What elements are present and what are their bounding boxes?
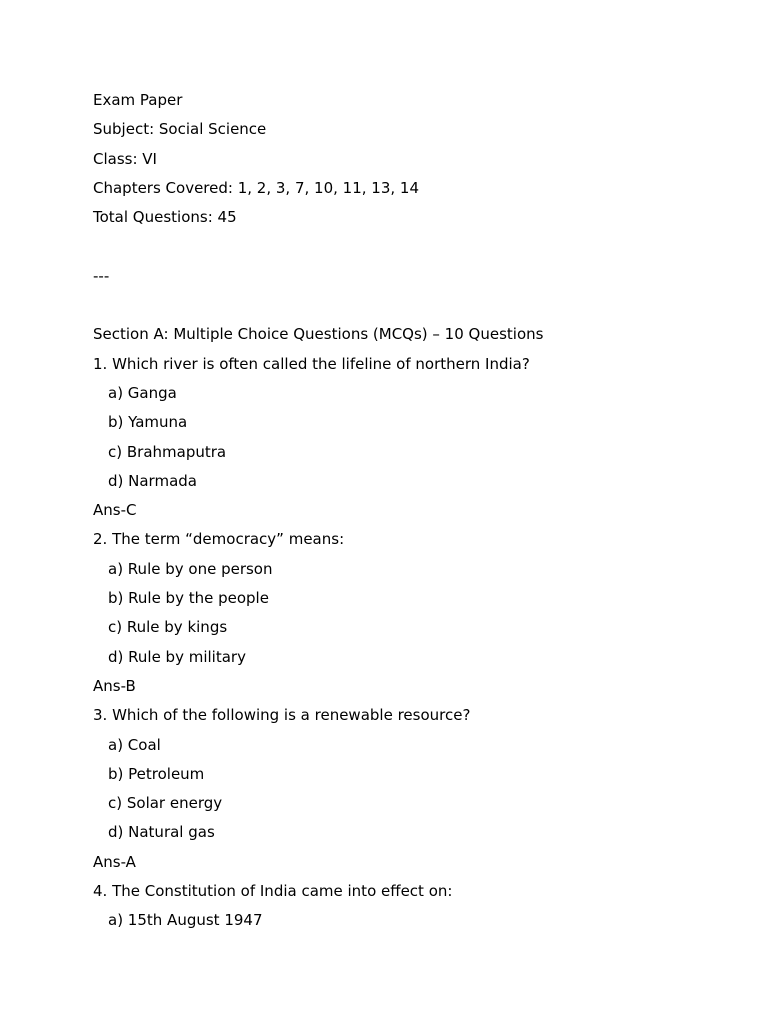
question-option: d) Natural gas [108,823,215,842]
subject-line: Subject: Social Science [93,120,267,139]
question-option: a) 15th August 1947 [108,911,263,930]
document-title: Exam Paper [93,91,183,109]
question-option: b) Yamuna [108,413,188,432]
answer-line: Ans-A [93,852,136,871]
section-heading: Section A: Multiple Choice Questions (MCQs) – 10 Questions [93,325,544,344]
question-option: c) Rule by kings [108,618,228,637]
class-line: Class: VI [93,149,157,168]
question-option: a) Coal [108,735,161,754]
question-option: c) Brahmaputra [108,442,227,461]
document-page [93,86,733,936]
question-option: a) Ganga [108,383,177,402]
answer-line: Ans-B [93,676,136,695]
question-text: 2. The term “democracy” means: [93,530,345,549]
question-option: b) Rule by the people [108,589,269,608]
question-option: d) Narmada [108,471,197,490]
answer-line: Ans-C [93,501,137,520]
question-text: 1. Which river is often called the lifeline of northern India? [93,354,530,373]
divider: --- [93,266,110,285]
question-option: b) Petroleum [108,764,205,783]
question-option: a) Rule by one person [108,559,273,578]
question-text: 3. Which of the following is a renewable resource? [93,706,471,725]
question-option: c) Solar energy [108,794,223,813]
question-option: d) Rule by military [108,647,246,666]
blank-spacer [93,291,733,320]
chapters-line: Chapters Covered: 1, 2, 3, 7, 10, 11, 13, 14 [93,178,419,197]
total-questions-line: Total Questions: 45 [93,208,237,227]
question-text: 4. The Constitution of India came into effect on: [93,882,453,901]
blank-spacer [93,232,733,261]
